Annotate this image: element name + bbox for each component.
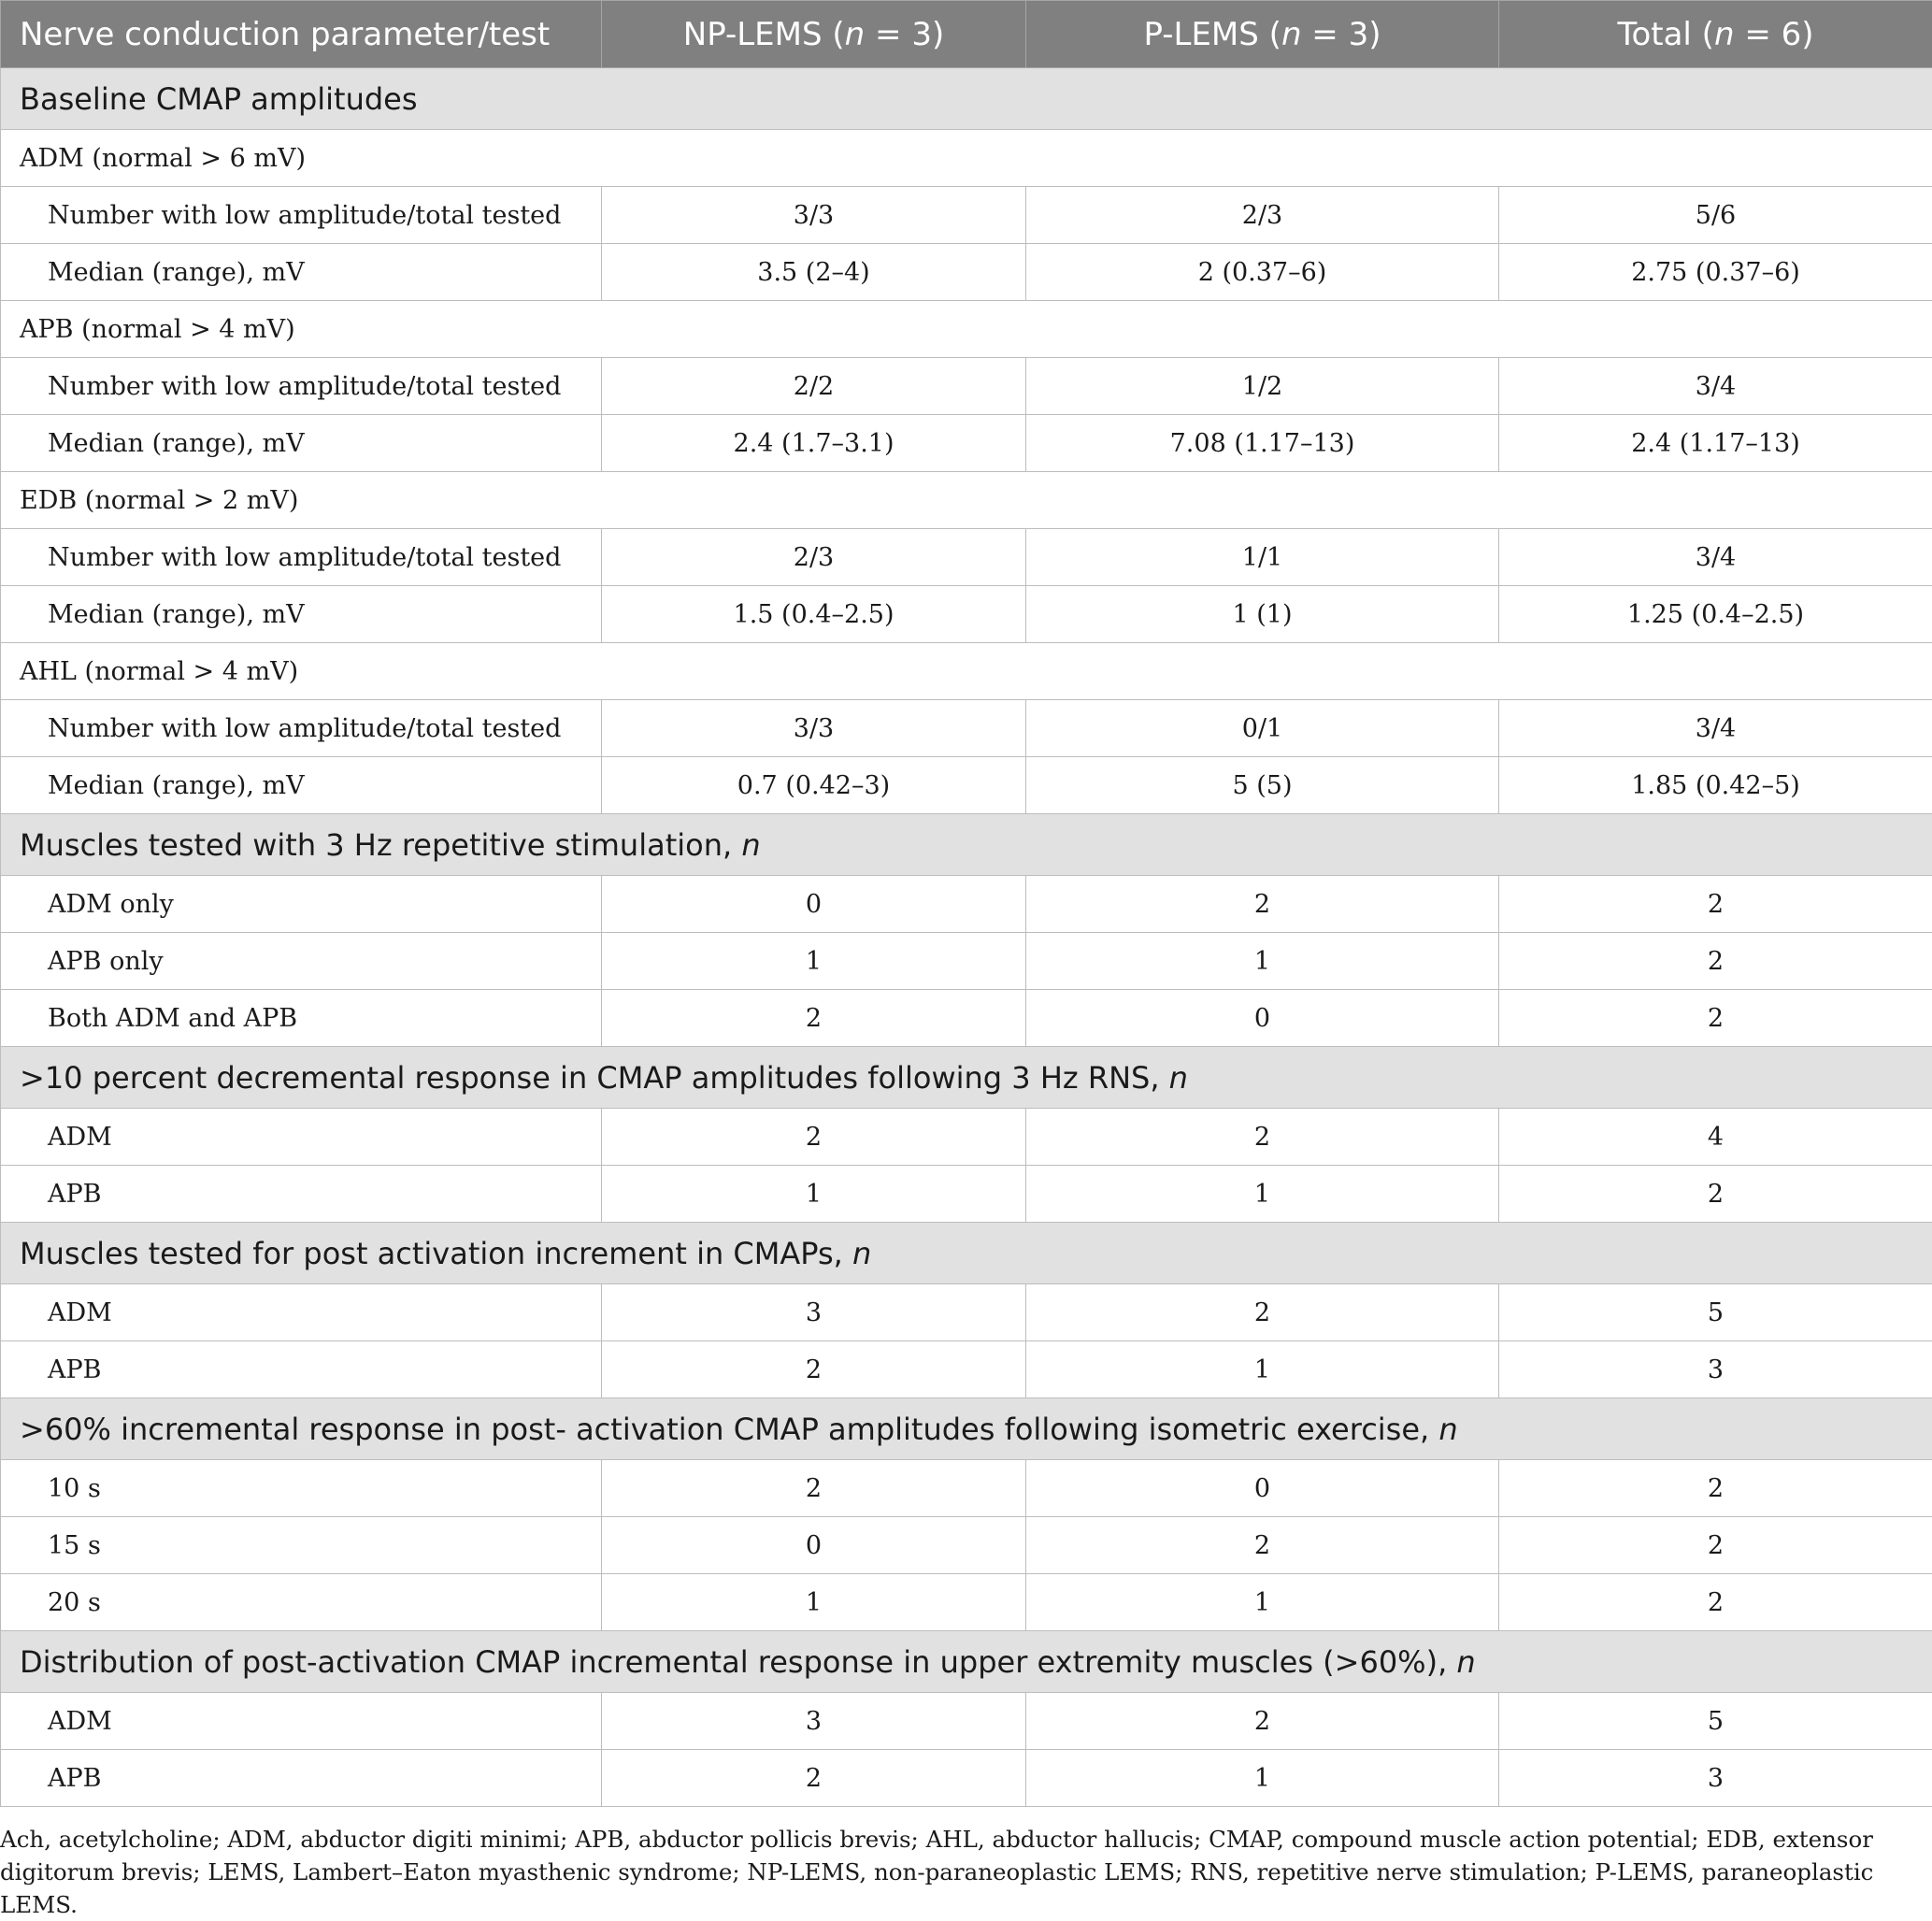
section-header: Distribution of post-activation CMAP incremental response in upper extremity muscles (>60%), n — [1, 1631, 1932, 1693]
section-header: Baseline CMAP amplitudes — [1, 68, 1932, 130]
table-row: Median (range), mV 2.4 (1.7–3.1) 7.08 (1.17–13) 2.4 (1.17–13) — [1, 415, 1932, 472]
table-row: 15 s 0 2 2 — [1, 1517, 1932, 1574]
table-row: APB 2 1 3 — [1, 1750, 1932, 1807]
table-row: 20 s 1 1 2 — [1, 1574, 1932, 1631]
subgroup-row: AHL (normal > 4 mV) — [1, 643, 1932, 700]
table-row: APB 2 1 3 — [1, 1341, 1932, 1398]
table-row: Number with low amplitude/total tested 2/2 1/2 3/4 — [1, 358, 1932, 415]
table-row: APB only 1 1 2 — [1, 933, 1932, 990]
header-p-lems: P-LEMS (n = 3) — [1026, 1, 1499, 68]
section-header: >60% incremental response in post- activation CMAP amplitudes following isometric exercise, n — [1, 1398, 1932, 1460]
table-row: ADM 3 2 5 — [1, 1693, 1932, 1750]
table-row: Both ADM and APB 2 0 2 — [1, 990, 1932, 1047]
table-row: Median (range), mV 1.5 (0.4–2.5) 1 (1) 1.25 (0.4–2.5) — [1, 586, 1932, 643]
section-header: Muscles tested with 3 Hz repetitive stimulation, n — [1, 814, 1932, 876]
table-row: APB 1 1 2 — [1, 1166, 1932, 1223]
header-np-lems: NP-LEMS (n = 3) — [602, 1, 1026, 68]
table-row: Median (range), mV 3.5 (2–4) 2 (0.37–6) 2.75 (0.37–6) — [1, 244, 1932, 301]
table-row: Number with low amplitude/total tested 3/3 0/1 3/4 — [1, 700, 1932, 757]
table-row: ADM 2 2 4 — [1, 1109, 1932, 1166]
table-row: 10 s 2 0 2 — [1, 1460, 1932, 1517]
subgroup-row: ADM (normal > 6 mV) — [1, 130, 1932, 187]
subgroup-row: EDB (normal > 2 mV) — [1, 472, 1932, 529]
table-row: Number with low amplitude/total tested 2/3 1/1 3/4 — [1, 529, 1932, 586]
header-parameter: Nerve conduction parameter/test — [1, 1, 602, 68]
table-row: ADM 3 2 5 — [1, 1284, 1932, 1341]
table-footnote: Ach, acetylcholine; ADM, abductor digiti minimi; APB, abductor pollicis brevis; AHL, abductor hallucis; CMAP, compound muscle action potential; EDB, extensor digitorum brevis; LEMS, Lambert–Eaton myasthenic syndrome; NP-LEMS, non-paraneoplastic LEMS; RNS, repetitive nerve stimulation; P-LEMS, paraneoplastic LEMS. — [0, 1823, 1925, 1921]
table-header — [1, 1, 1932, 68]
header-total: Total (n = 6) — [1499, 1, 1932, 68]
section-header: >10 percent decremental response in CMAP amplitudes following 3 Hz RNS, n — [1, 1047, 1932, 1109]
section-header: Muscles tested for post activation increment in CMAPs, n — [1, 1223, 1932, 1284]
subgroup-row: APB (normal > 4 mV) — [1, 301, 1932, 358]
table-row: Median (range), mV 0.7 (0.42–3) 5 (5) 1.85 (0.42–5) — [1, 757, 1932, 814]
table-row: Number with low amplitude/total tested 3/3 2/3 5/6 — [1, 187, 1932, 244]
table-row: ADM only 0 2 2 — [1, 876, 1932, 933]
